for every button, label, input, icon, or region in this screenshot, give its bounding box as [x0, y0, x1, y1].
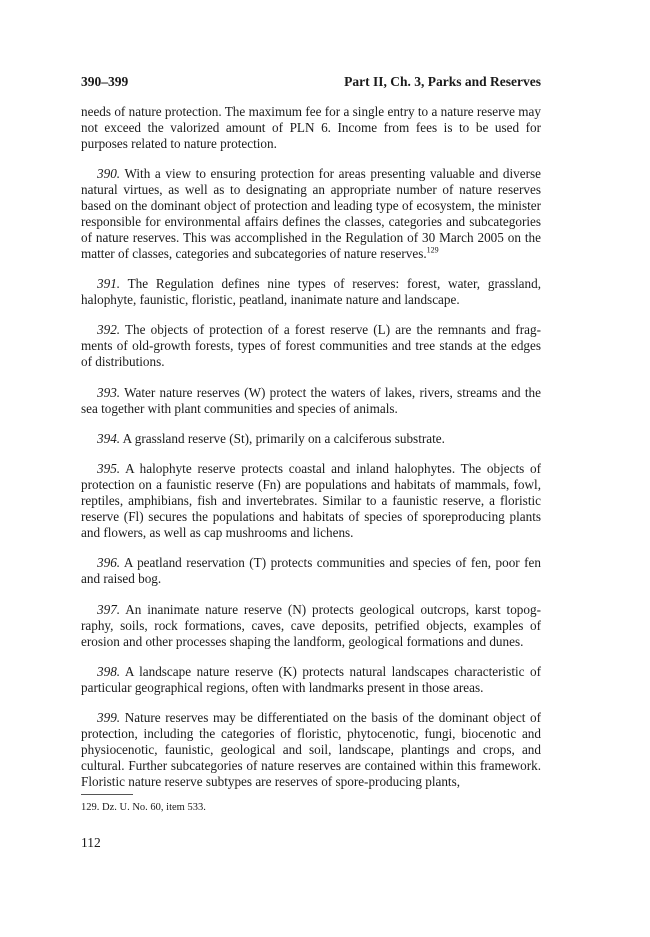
paragraph-number: 392. [97, 322, 121, 338]
paragraph-number: 399. [97, 710, 121, 726]
paragraph-392 [81, 322, 541, 370]
paragraph-number: 396. [97, 555, 121, 571]
paragraph-391 [81, 276, 541, 308]
paragraph-number: 391. [97, 276, 121, 292]
paragraph-text: A halophyte reserve protects coastal and inland halophytes. The objects of protection on a faunistic reserve (Fn) are populations and habitats of mammals, fowl, reptiles, amphibians, fish and invertebrates. Similar to a faunistic reserve, a floristic reserve (Fl) secures the populations and habitats of species of sporeproducing plants and flowers, as well as cap mushrooms and lichens. [81, 461, 542, 541]
paragraph-text: needs of nature protection. The maximum fee for a single entry to a nature reserve may not exceed the valorized amount of PLN 6. Income from fees is to be used for purposes related to nature protection. [81, 104, 541, 151]
paragraph-394 [81, 431, 541, 447]
paragraph-text: An inanimate nature reserve (N) protects geological outcrops, karst topography, soils, rock formations, caves, cave deposits, petrified objects, examples of erosion and other processes shaping the landform, geological formations and dunes. [81, 601, 541, 649]
paragraph-text: A grassland reserve (St), primarily on a calciferous substrate. [122, 431, 445, 446]
paragraph-399 [81, 710, 541, 790]
paragraph-398 [81, 664, 541, 696]
paragraph-395 [81, 461, 541, 541]
paragraph-397 [81, 602, 541, 650]
paragraph-text: The Regulation defines nine types of reserves: forest, water, grassland, halophyte, faunistic, floristic, peatland, inanimate nature and landscape. [81, 276, 541, 308]
body-text [81, 104, 541, 804]
chapter-title: Part II, Ch. 3, Parks and Reserves [344, 74, 541, 89]
paragraph-continued [81, 104, 541, 152]
footnote: 129. Dz. U. No. 60, item 533. [81, 802, 206, 813]
paragraph-text: The objects of protection of a forest reserve (L) are the remnants and fragments of old-growth forests, types of forest communities and tree stands at the edges of distributions. [81, 322, 541, 370]
paragraph-number: 394. [97, 431, 121, 446]
paragraph-text: Water nature reserves (W) protect the waters of lakes, rivers, streams and the sea together with plant communities and species of animals. [81, 384, 542, 416]
paragraph-number: 390. [97, 166, 121, 182]
section-range: 390–399 [81, 74, 129, 89]
paragraph-text: With a view to ensuring protection for areas presenting valuable and diverse natural virtues, as well as to designating an appropriate number of nature reserves based on the dominant object of protection and leading type of ecosystem, the minister responsible for environmental affairs defines the classes, categories and subcategories of nature reserves. This was accomplished in the Regulation of 30 March 2005 on the matter of classes, categories and subcategories of nature reserves. [81, 166, 541, 261]
page-number: 112 [81, 835, 101, 850]
paragraph-number: 395. [97, 461, 121, 477]
paragraph-number: 398. [97, 663, 121, 679]
paragraph-text: A peatland reservation (T) protects communities and species of fen, poor fen and raised bog. [81, 555, 541, 587]
paragraph-396 [81, 555, 541, 587]
paragraph-393 [81, 385, 541, 417]
paragraph-text: A landscape nature reserve (K) protects natural landscapes characteristic of particular geographical regions, often with landmarks present in those areas. [81, 663, 541, 695]
paragraph-number: 393. [97, 384, 121, 400]
paragraph-number: 397. [97, 601, 121, 617]
paragraph-390 [81, 166, 541, 261]
footnote-ref: 129 [426, 245, 439, 255]
footnote-divider [81, 794, 133, 795]
paragraph-text: Nature reserves may be differentiated on the basis of the dominant object of protection, including the categories of floristic, phytocenotic, fungi, biocenotic and physiocenotic, faunistic, geological and soil, landscape, plantings and crops, and cultural. Further subcategories of nature reserves are contained within this framework. Floristic nature reserve subtypes are reserves of spore-producing plants, [81, 710, 541, 789]
